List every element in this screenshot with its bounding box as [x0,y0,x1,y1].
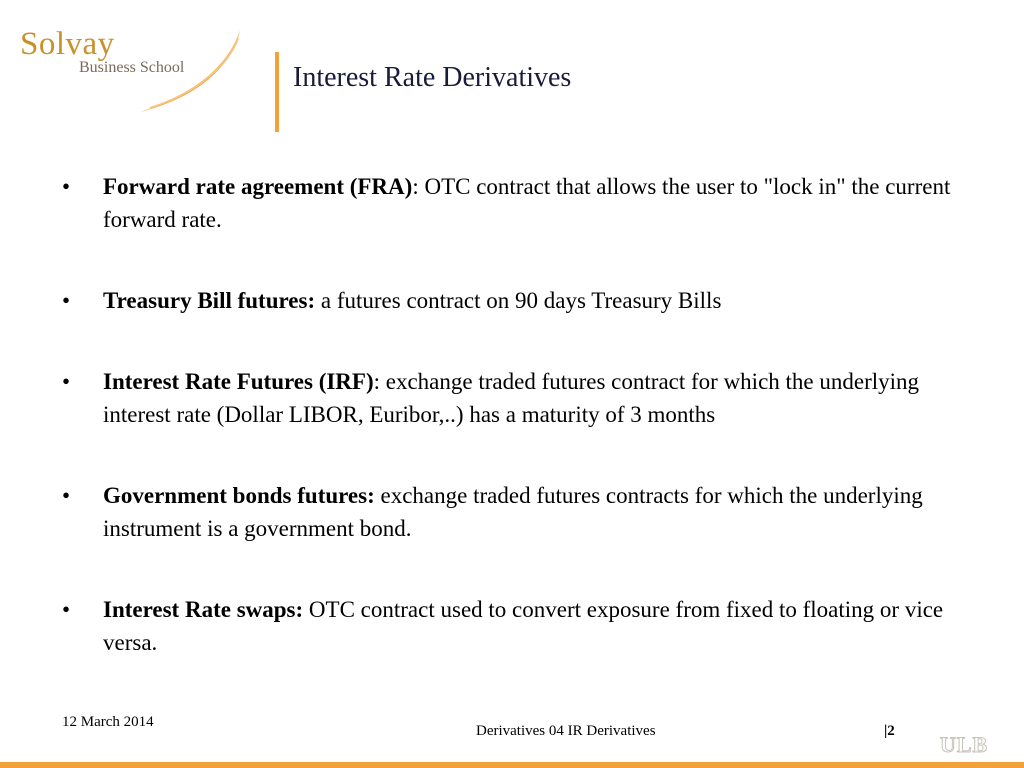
bullet-item-irf [60,365,980,431]
ulb-logo: ULB [940,732,989,757]
bullet-term: Forward rate agreement (FRA) [103,174,413,199]
bullet-term: Interest Rate Futures (IRF) [103,369,374,394]
bullet-icon: • [62,483,71,508]
bullet-text: : OTC contract that allows the user to "lock in" the current forward rate. [103,174,951,232]
bullet-term: Treasury Bill futures: [103,288,316,313]
logo-subtitle: Business School [79,59,185,76]
bullet-text: a futures contract on 90 days Treasury Bills [315,288,722,313]
bullet-term: Interest Rate swaps: [103,597,304,622]
bullet-list [60,170,980,707]
page-number: |2 [884,723,895,739]
bullet-item-swaps [60,593,980,659]
bullet-icon: • [62,288,71,313]
footer-date: 12 March 2014 [62,714,154,730]
bullet-item-tbill [60,284,980,317]
logo-name: Solvay [20,26,115,62]
bullet-icon: • [62,174,71,199]
bullet-icon: • [62,369,71,394]
bottom-rule [0,762,1024,768]
bullet-item-fra [60,170,980,236]
bullet-text: exchange traded futures contracts for which the underlying instrument is a government bond. [103,483,923,541]
footer-course: Derivatives 04 IR Derivatives [476,723,656,739]
bullet-icon: • [62,597,71,622]
solvay-logo [0,0,250,125]
bullet-item-govbonds [60,479,980,545]
slide-title: Interest Rate Derivatives [293,62,572,93]
bullet-term: Government bonds futures: [103,483,375,508]
bullet-text: OTC contract used to convert exposure from fixed to floating or vice versa. [103,597,944,655]
title-accent-bar [275,52,279,132]
bullet-text: : exchange traded futures contract for which the underlying interest rate (Dollar LIBOR, Euribor,..) has a maturity of 3 months [103,369,920,427]
